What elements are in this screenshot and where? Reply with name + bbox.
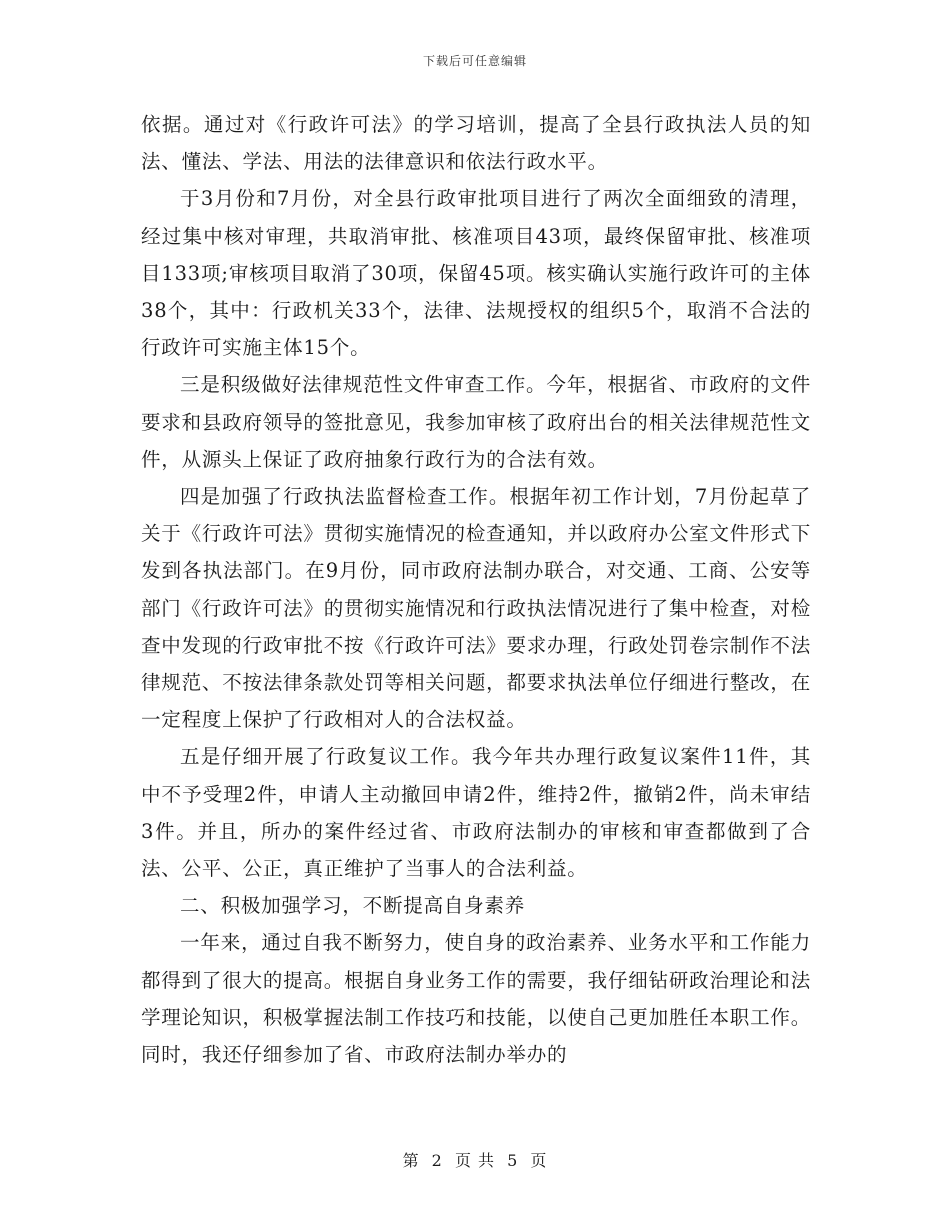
- page-number: 2: [431, 1151, 443, 1170]
- paragraph-self-improvement: 一年来，通过自我不断努力，使自身的政治素养、业务水平和工作能力都得到了很大的提高。根据自身业务工作的需要，我仔细钻研政治理论和法学理论知识，积极掌握法制工作技巧和技能，以使自己更加胜任本职工作。同时，我还仔细参加了省、市政府法制办举办的: [141, 931, 811, 1067]
- paragraph-reconsideration: 五是仔细开展了行政复议工作。我今年共办理行政复议案件11件，其中不予受理2件，申请人主动撤回申请2件，维持2件，撤销2件，尚未审结3件。并且，所办的案件经过省、市政府法制办的审核和审查都做到了合法、公平、公正，真正维护了当事人的合法利益。: [141, 745, 811, 881]
- paragraph-supervision: 四是加强了行政执法监督检查工作。根据年初工作计划，7月份起草了关于《行政许可法》贯彻实施情况的检查通知，并以政府办公室文件形式下发到各执法部门。在9月份，同市政府法制办联合，对交通、工商、公安等部门《行政许可法》的贯彻实施情况和行政执法情况进行了集中检查，对检查中发现的行政审批不按《行政许可法》要求办理，行政处罚卷宗制作不法律规范、不按法律条款处罚等相关问题，都要求执法单位仔细进行整改，在一定程度上保护了行政相对人的合法权益。: [141, 485, 811, 732]
- page-header: 下载后可任意编辑: [422, 54, 527, 68]
- footer-suffix: 页: [530, 1151, 548, 1170]
- document-body: [141, 106, 811, 1073]
- section-heading-study: 二、积极加强学习，不断提高自身素养: [180, 894, 526, 918]
- footer-mid: 页 共: [454, 1151, 496, 1170]
- page-footer: [0, 1148, 950, 1171]
- total-pages: 5: [507, 1151, 519, 1170]
- paragraph-continuation: 依据。通过对《行政许可法》的学习培训，提高了全县行政执法人员的知法、懂法、学法、用法的法律意识和依法行政水平。: [141, 113, 811, 174]
- footer-prefix: 第: [402, 1151, 420, 1170]
- paragraph-document-review: 三是积级做好法律规范性文件审查工作。今年，根据省、市政府的文件要求和县政府领导的签批意见，我参加审核了政府出台的相关法律规范性文件，从源头上保证了政府抽象行政行为的合法有效。: [141, 373, 811, 471]
- paragraph-review-projects: 于3月份和7月份，对全县行政审批项目进行了两次全面细致的清理，经过集中核对审理，共取消审批、核准项目43项，最终保留审批、核准项目133项;审核项目取消了30项，保留45项。核实确认实施行政许可的主体38个，其中：行政机关33个，法律、法规授权的组织5个，取消不合法的行政许可实施主体15个。: [141, 187, 811, 360]
